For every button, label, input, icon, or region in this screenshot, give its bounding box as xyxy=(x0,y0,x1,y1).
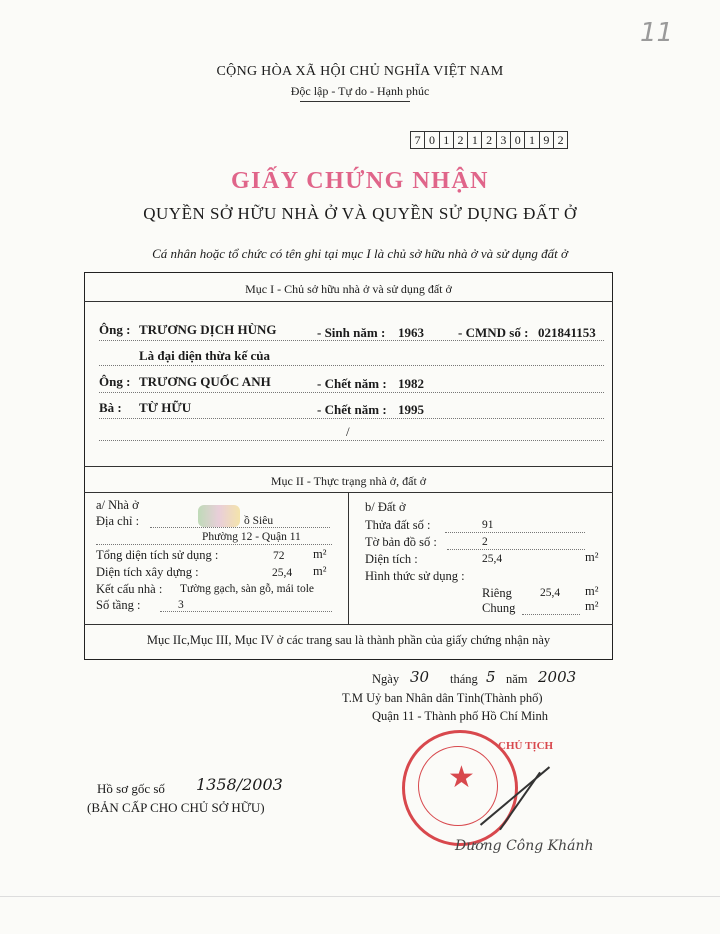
representative-note: Là đại diện thừa kế của xyxy=(139,348,270,363)
address-line-1: ồ Siêu xyxy=(244,515,274,527)
owner-name: TRƯƠNG DỊCH HÙNG xyxy=(139,322,277,337)
plot-value: 91 xyxy=(482,519,494,531)
map-value: 2 xyxy=(482,536,488,548)
floors-value: 3 xyxy=(178,599,184,611)
authority-line-1: T.M Uỷ ban Nhân dân Tỉnh(Thành phố) xyxy=(342,691,543,705)
date-day: 30 xyxy=(410,668,430,686)
private-label: Riêng xyxy=(482,586,512,600)
section-2-column-divider xyxy=(348,492,349,624)
signer-title: CHỦ TỊCH xyxy=(498,740,554,752)
serial-digit: 2 xyxy=(454,132,468,148)
date-month: 5 xyxy=(486,668,496,686)
dotted-line xyxy=(99,440,604,441)
heir-2-prefix: Bà : xyxy=(99,400,122,415)
dotted-line xyxy=(445,532,585,533)
land-area-label: Diện tích : xyxy=(365,552,418,566)
built-area-value: 25,4 xyxy=(272,567,293,579)
dotted-line xyxy=(160,611,332,612)
heir-2-name: TỪ HỮU xyxy=(139,400,192,415)
dotted-line xyxy=(99,365,604,366)
section-2-top-divider xyxy=(84,466,613,467)
page-number: 11 xyxy=(640,18,674,48)
serial-digit: 0 xyxy=(425,132,439,148)
id-label: - CMND số : xyxy=(458,325,529,340)
serial-digit: 2 xyxy=(557,133,564,147)
date-year: 2003 xyxy=(538,668,577,686)
structure-label: Kết cấu nhà : xyxy=(96,582,163,596)
dotted-line xyxy=(447,549,585,550)
total-area-label: Tổng diện tích sử dụng : xyxy=(96,548,219,562)
structure-value: Tường gạch, sàn gỗ, mái tole xyxy=(180,583,314,595)
heir-2-death-label: - Chết năm : xyxy=(317,402,387,417)
heir-1-name: TRƯƠNG QUỐC ANH xyxy=(139,374,271,389)
serial-digit: 1 xyxy=(468,132,482,148)
records-label: Hồ sơ gốc số xyxy=(97,781,165,796)
section-1-divider xyxy=(84,301,613,302)
page-bottom-edge xyxy=(0,896,720,898)
serial-number-boxes xyxy=(410,131,568,149)
land-area-value: 25,4 xyxy=(482,553,503,565)
shared-label: Chung xyxy=(482,601,516,615)
signer-name: Dương Công Khánh xyxy=(455,838,594,854)
records-number: 1358/2003 xyxy=(196,775,283,794)
birth-label: - Sinh năm : xyxy=(317,325,386,340)
total-area-value: 72 xyxy=(273,550,285,562)
built-area-label: Diện tích xây dựng : xyxy=(96,565,199,579)
floors-label: Số tầng : xyxy=(96,598,141,612)
section-1-heading: Mục I - Chủ sở hữu nhà ở và sử dụng đất ở xyxy=(245,282,452,296)
serial-digit: 9 xyxy=(540,132,554,148)
heir-1-death-year: 1982 xyxy=(398,376,424,391)
dotted-line xyxy=(522,614,580,615)
owner-prefix: Ông : xyxy=(99,322,131,337)
plot-label: Thửa đất số : xyxy=(365,518,431,532)
section-2-heading: Mục II - Thực trạng nhà ở, đất ở xyxy=(270,474,427,488)
serial-digit: 1 xyxy=(440,132,454,148)
serial-digit: 1 xyxy=(525,132,539,148)
shared-area-unit: m² xyxy=(585,599,599,613)
national-motto: Độc lập - Tự do - Hạnh phúc xyxy=(290,84,430,98)
serial-digit: 0 xyxy=(511,132,525,148)
heir-1-prefix: Ông : xyxy=(99,374,131,389)
address-label: Địa chỉ : xyxy=(96,514,140,528)
address-line-2: Phường 12 - Quận 11 xyxy=(202,531,301,543)
dotted-line xyxy=(99,418,604,419)
private-area-unit: m² xyxy=(585,584,599,598)
date-day-label: Ngày xyxy=(372,672,400,686)
section-2-bottom-divider xyxy=(84,624,613,625)
date-year-label: năm xyxy=(506,672,528,686)
dotted-line xyxy=(99,392,604,393)
certificate-title: GIẤY CHỨNG NHẬN xyxy=(230,168,490,194)
id-number: 021841153 xyxy=(538,325,596,340)
land-area-unit: m² xyxy=(585,550,599,564)
date-month-label: tháng xyxy=(450,672,478,686)
sections-note: Mục IIc,Mục III, Mục IV ở các trang sau là thành phần của giấy chứng nhận này xyxy=(146,633,551,647)
certificate-subtitle: QUYỀN SỞ HỮU NHÀ Ở VÀ QUYỀN SỬ DỤNG ĐẤT Ở xyxy=(143,204,577,223)
header-divider xyxy=(300,101,410,102)
authority-line-2: Quận 11 - Thành phố Hồ Chí Minh xyxy=(372,709,549,723)
redacted-mark xyxy=(198,505,240,527)
private-area-value: 25,4 xyxy=(540,587,561,599)
land-label: b/ Đất ở xyxy=(365,500,406,514)
copy-note: (BẢN CẤP CHO CHỦ SỞ HỮU) xyxy=(87,800,265,815)
dotted-line xyxy=(96,544,332,545)
heir-2-death-year: 1995 xyxy=(398,402,424,417)
usage-label: Hình thức sử dụng : xyxy=(365,569,465,583)
serial-digit: 7 xyxy=(411,132,425,148)
serial-digit: 3 xyxy=(497,132,511,148)
slash-mark: / xyxy=(346,424,350,439)
total-area-unit: m² xyxy=(313,547,327,561)
certificate-intro: Cá nhân hoặc tổ chức có tên ghi tại mục I là chủ sở hữu nhà ở và sử dụng đất ở xyxy=(152,246,568,261)
star-emblem-icon: ★ xyxy=(448,761,475,794)
serial-digit: 2 xyxy=(482,132,496,148)
national-header: CỘNG HÒA XÃ HỘI CHỦ NGHĨA VIỆT NAM xyxy=(216,64,504,79)
dotted-line xyxy=(150,527,330,528)
house-label: a/ Nhà ở xyxy=(96,498,139,512)
heir-1-death-label: - Chết năm : xyxy=(317,376,387,391)
birth-year: 1963 xyxy=(398,325,424,340)
map-label: Tờ bản đồ số : xyxy=(365,535,437,549)
built-area-unit: m² xyxy=(313,564,327,578)
dotted-line xyxy=(99,340,604,341)
